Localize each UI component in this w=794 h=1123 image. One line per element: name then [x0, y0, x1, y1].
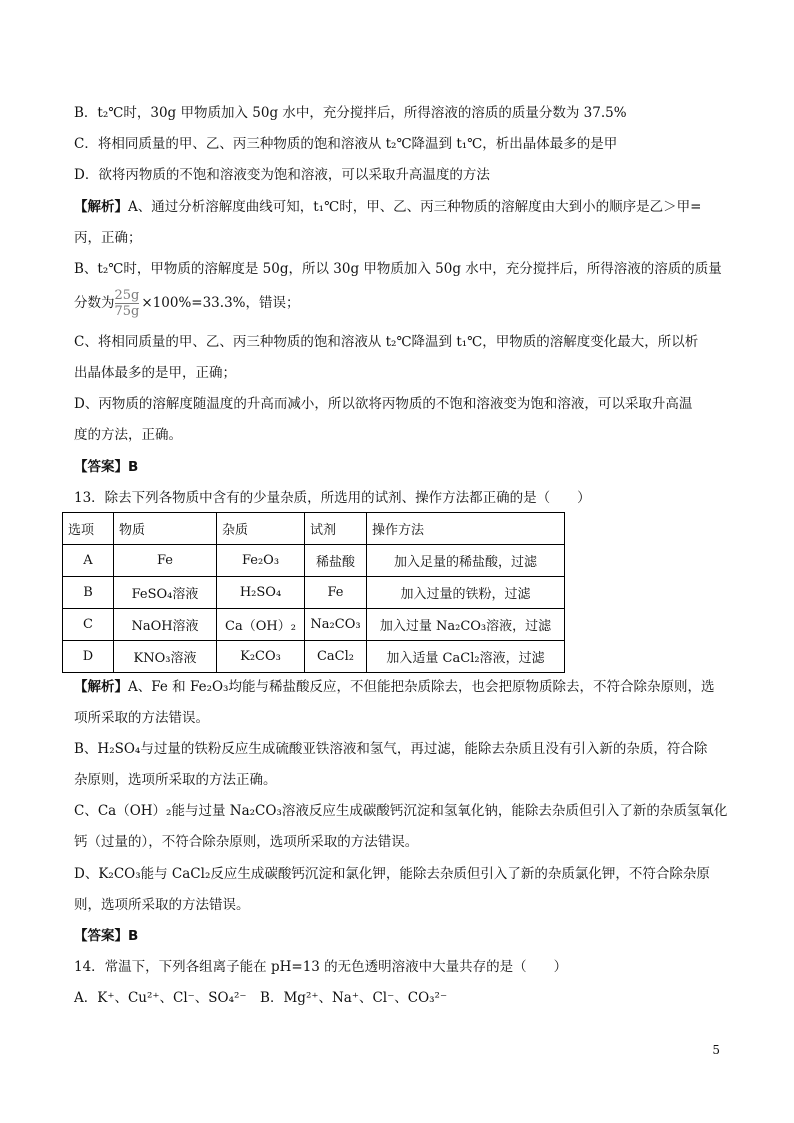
header-cell: 物质 — [114, 513, 217, 545]
table-row — [63, 545, 565, 577]
table-cell: 稀盐酸 — [305, 545, 367, 577]
q13-analysis-c-line1: C、Ca（OH）₂能与过量 Na₂CO₃溶液反应生成碳酸钙沉淀和氢氧化钠，能除去杂质但引入了新的杂质氢氧化 — [74, 803, 728, 819]
header-cell: 杂质 — [217, 513, 305, 545]
table-cell: 加入适量 CaCl₂溶液，过滤 — [367, 641, 565, 673]
q12-option-d: D．欲将丙物质的不饱和溶液变为饱和溶液，可以采取升高温度的方法 — [74, 167, 490, 183]
page-number: 5 — [712, 1043, 720, 1057]
q12-analysis-c-line1: C、将相同质量的甲、乙、丙三种物质的饱和溶液从 t₂℃降温到 t₁℃，甲物质的溶解度变化最大，所以析 — [74, 334, 699, 350]
q13-analysis-a-line2: 项所采取的方法错误。 — [74, 710, 209, 726]
q13-analysis-d-line1: D、K₂CO₃能与 CaCl₂反应生成碳酸钙沉淀和氯化钾，能除去杂质但引入了新的杂质氯化钾，不符合除杂原 — [74, 866, 710, 882]
mass-fraction: $\frac{25g}{75g}$ — [114, 288, 140, 319]
q12-answer: 【答案】B — [74, 459, 139, 475]
table-cell: KNO₃溶液 — [114, 641, 217, 673]
q13-answer: 【答案】B — [74, 928, 139, 944]
analysis-tag: 【解析】 — [74, 679, 128, 695]
q12-analysis-a-line2: 丙，正确； — [74, 230, 142, 246]
table-cell: D — [63, 641, 114, 673]
q13-options-table — [62, 512, 565, 673]
q13-question: 13．除去下列各物质中含有的少量杂质，所选用的试剂、操作方法都正确的是（ ） — [74, 490, 591, 506]
analysis-tag: 【解析】 — [74, 199, 128, 215]
q14-question: 14．常温下，下列各组离子能在 pH=13 的无色透明溶液中大量共存的是（ ） — [74, 959, 568, 975]
header-cell: 试剂 — [305, 513, 367, 545]
q13-analysis-b-line2: 杂原则，选项所采取的方法正确。 — [74, 772, 277, 788]
header-cell: 选项 — [63, 513, 114, 545]
q12-analysis-d-line2: 度的方法，正确。 — [74, 427, 182, 443]
q12-analysis-c-line2: 出晶体最多的是甲，正确； — [74, 365, 236, 381]
table-cell: H₂SO₄ — [217, 577, 305, 609]
table-cell: Ca（OH）₂ — [217, 609, 305, 641]
table-cell: CaCl₂ — [305, 641, 367, 673]
table-cell: K₂CO₃ — [217, 641, 305, 673]
q12-analysis-b-line2: 分数为 $\frac{25g}{75g}$ ×100%=33.3%，错误； — [74, 288, 300, 319]
q12-option-c: C．将相同质量的甲、乙、丙三种物质的饱和溶液从 t₂℃降温到 t₁℃，析出晶体最多的是甲 — [74, 136, 618, 152]
q13-analysis-b-line1: B、H₂SO₄与过量的铁粉反应生成硫酸亚铁溶液和氢气，再过滤，能除去杂质且没有引入新的杂质，符合除 — [74, 741, 708, 757]
table-cell: Fe — [114, 545, 217, 577]
table-cell: 加入过量的铁粉，过滤 — [367, 577, 565, 609]
table-cell: 加入过量 Na₂CO₃溶液，过滤 — [367, 609, 565, 641]
table-row — [63, 577, 565, 609]
header-cell: 操作方法 — [367, 513, 565, 545]
table-cell: Fe₂O₃ — [217, 545, 305, 577]
table-cell: NaOH溶液 — [114, 609, 217, 641]
table-header-row — [63, 513, 565, 545]
q12-analysis-d-line1: D、丙物质的溶解度随温度的升高而减小，所以欲将丙物质的不饱和溶液变为饱和溶液，可以采取升高温 — [74, 396, 693, 412]
table-cell: Na₂CO₃ — [305, 609, 367, 641]
table-cell: FeSO₄溶液 — [114, 577, 217, 609]
table-row — [63, 609, 565, 641]
q13-analysis-a-line1: 【解析】A、Fe 和 Fe₂O₃均能与稀盐酸反应，不但能把杂质除去，也会把原物质除去，不符合除杂原则，选 — [74, 679, 715, 695]
q13-analysis-c-line2: 钙（过量的），不符合除杂原则，选项所采取的方法错误。 — [74, 834, 419, 850]
q13-analysis-d-line2: 则，选项所采取的方法错误。 — [74, 897, 250, 913]
q14-options: A．K⁺、Cu²⁺、Cl⁻、SO₄²⁻ B．Mg²⁺、Na⁺、Cl⁻、CO₃²⁻ — [74, 990, 448, 1006]
table-row — [63, 641, 565, 673]
table-cell: C — [63, 609, 114, 641]
q12-analysis-b-line1: B、t₂℃时，甲物质的溶解度是 50g，所以 30g 甲物质加入 50g 水中，充分搅拌后，所得溶液的溶质的质量 — [74, 261, 722, 277]
table-cell: A — [63, 545, 114, 577]
table-cell: B — [63, 577, 114, 609]
q12-analysis-a-line1: 【解析】A、通过分析溶解度曲线可知，t₁℃时，甲、乙、丙三种物质的溶解度由大到小的顺序是乙＞甲= — [74, 199, 702, 215]
table-cell: Fe — [305, 577, 367, 609]
q12-option-b: B．t₂℃时，30g 甲物质加入 50g 水中，充分搅拌后，所得溶液的溶质的质量分数为 37.5% — [74, 105, 627, 121]
table-cell: 加入足量的稀盐酸，过滤 — [367, 545, 565, 577]
